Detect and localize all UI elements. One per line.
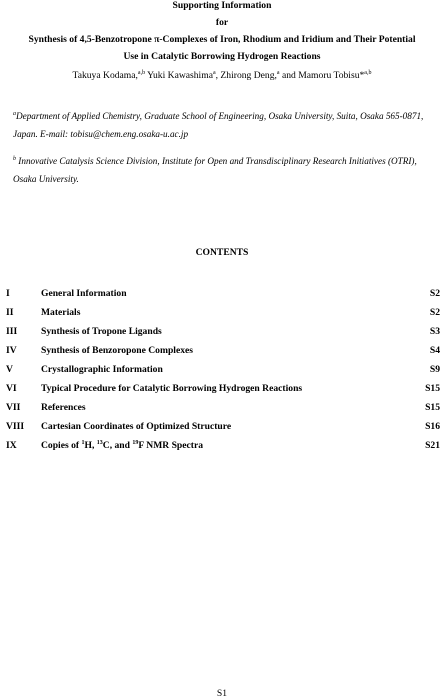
- toc-section-title: Typical Procedure for Catalytic Borrowing Hydrogen Reactions: [41, 383, 303, 394]
- author-affiliation-mark: a: [276, 70, 280, 76]
- toc-section-title: Synthesis of Tropone Ligands: [41, 326, 162, 337]
- author-name: , Zhirong Deng,: [215, 70, 277, 81]
- toc-row[interactable]: [0, 398, 444, 417]
- affiliation-mark: a: [13, 111, 16, 117]
- toc-row[interactable]: [0, 360, 444, 379]
- isotope-superscript: 13: [96, 440, 103, 446]
- toc-page-number: S2: [429, 288, 440, 299]
- toc-section-number: II: [6, 307, 14, 318]
- affiliation-mark: b: [13, 156, 16, 162]
- toc-page-number: S4: [429, 345, 440, 356]
- affiliation-text: Innovative Catalysis Science Division, Institute for Open and Transdisciplinary Research Initiatives (OTRI), Osaka University.: [13, 156, 417, 184]
- author-list: [0, 70, 444, 81]
- toc-page-number: S21: [425, 440, 440, 451]
- toc-section-title: Materials: [41, 307, 81, 318]
- toc-title-fragment: H,: [84, 440, 97, 451]
- paper-title-line-1: Synthesis of 4,5-Benzotropone π-Complexes of Iron, Rhodium and Iridium and Their Potential: [28, 34, 416, 45]
- author-affiliation-mark: a,b: [137, 70, 146, 76]
- toc-section-title: General Information: [41, 288, 127, 299]
- toc-page-number: S3: [429, 326, 440, 337]
- author-affiliation-mark: a: [212, 70, 216, 76]
- toc-section-title: [41, 436, 203, 455]
- toc-row[interactable]: [0, 417, 444, 436]
- toc-page-number: S16: [425, 421, 440, 432]
- toc-section-number: V: [6, 364, 13, 375]
- toc-page-number: S2: [429, 307, 440, 318]
- toc-section-number: IV: [6, 345, 17, 356]
- toc-row[interactable]: [0, 436, 444, 455]
- author-name: Yuki Kawashima: [145, 70, 213, 81]
- affiliation-b: [13, 152, 438, 188]
- paper-title-line-2: Use in Catalytic Borrowing Hydrogen Reactions: [123, 51, 321, 62]
- author-name: Takuya Kodama,: [72, 70, 138, 81]
- toc-row[interactable]: [0, 341, 444, 360]
- toc-section-number: IX: [6, 440, 17, 451]
- toc-page-number: S15: [425, 402, 440, 413]
- affiliation-a: [13, 107, 438, 143]
- toc-title-fragment: Copies of: [41, 440, 82, 451]
- toc-row[interactable]: [0, 379, 444, 398]
- toc-page-number: S15: [425, 383, 440, 394]
- toc-row[interactable]: [0, 303, 444, 322]
- table-of-contents: [0, 284, 444, 455]
- toc-section-number: I: [6, 288, 10, 299]
- supporting-information-label: Supporting Information: [172, 0, 272, 11]
- page-number: S1: [216, 688, 228, 699]
- toc-section-title: Synthesis of Benzoropone Complexes: [41, 345, 193, 356]
- document-header: [0, 0, 444, 65]
- isotope-superscript: 19: [132, 440, 139, 446]
- toc-title-fragment: F NMR Spectra: [138, 440, 204, 451]
- toc-section-number: III: [6, 326, 18, 337]
- toc-section-number: VII: [6, 402, 21, 413]
- for-label: for: [215, 17, 229, 28]
- author-affiliation-mark: a,b: [364, 70, 372, 76]
- author-name: and Mamoru Tobisu*: [279, 70, 365, 81]
- toc-page-number: S9: [429, 364, 440, 375]
- toc-section-number: VI: [6, 383, 17, 394]
- toc-row[interactable]: [0, 322, 444, 341]
- toc-title-fragment: C, and: [102, 440, 133, 451]
- affiliation-text: Department of Applied Chemistry, Graduate School of Engineering, Osaka University, Suita, Osaka 565-0871, Japan. E-mail: tobisu@chem.eng.osaka-u.ac.jp: [13, 111, 424, 139]
- toc-row[interactable]: [0, 284, 444, 303]
- toc-section-number: VIII: [6, 421, 25, 432]
- contents-heading: CONTENTS: [195, 247, 249, 258]
- toc-section-title: Cartesian Coordinates of Optimized Structure: [41, 421, 232, 432]
- toc-section-title: References: [41, 402, 86, 413]
- isotope-superscript: 1: [81, 440, 85, 446]
- toc-section-title: Crystallographic Information: [41, 364, 163, 375]
